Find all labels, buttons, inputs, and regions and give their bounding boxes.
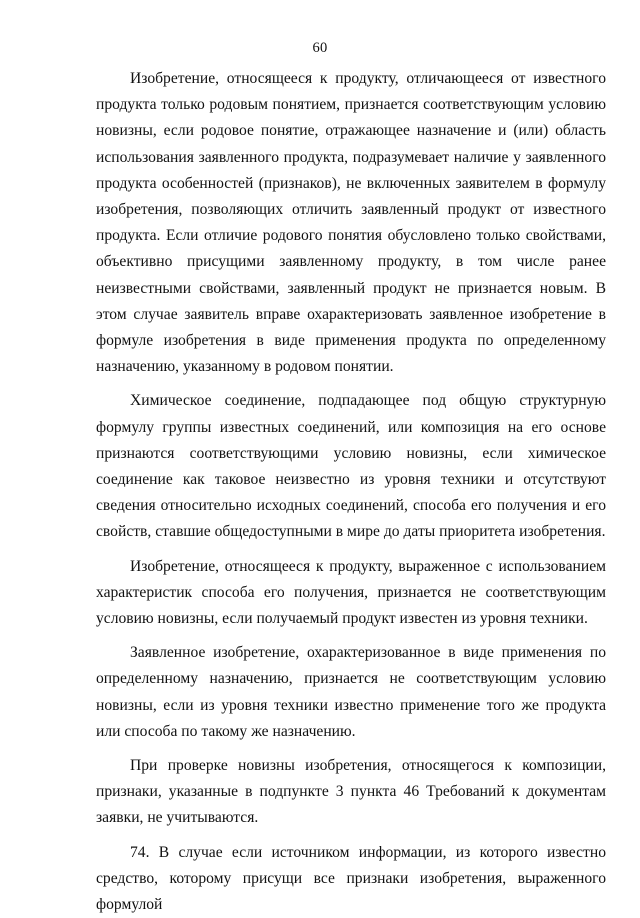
paragraph-use-claim: Заявленное изобретение, охарактеризованное в виде применения по определенному назначению, признается не соответствующим условию новизны, если из уровня техники известно применение того же продукта или способа по такому же назначению. — [96, 644, 606, 740]
paragraph-item-74: 74. В случае если источником информации, из которого известно средство, которому присущи все признаки изобретения, выраженного формулой — [96, 843, 606, 914]
paragraph-product-by-process: Изобретение, относящееся к продукту, выраженное с использованием характеристик способа его получения, признается не соответствующим условию новизны, если получаемый продукт известен из уровня техники. — [96, 557, 606, 628]
paragraph-composition-check: При проверке новизны изобретения, относящегося к композиции, признаки, указанные в подпункте 3 пункта 46 Требований к документам заявки, не учитываются. — [96, 757, 606, 827]
paragraph-chemical-compound: Химическое соединение, подпадающее под общую структурную формулу группы известных соединений, или композиция на его основе признаются соответствующими условию новизны, если химическое соединение как таковое неизвестно из уровня техники и отсутствуют сведения относительно исходных соединений, способа его получения и его свойств, ставшие общедоступными в мире до даты приоритета изобретения. — [96, 392, 606, 541]
paragraph-generic-concept: Изобретение, относящееся к продукту, отличающееся от известного продукта только родовым понятием, признается соответствующим условию новизны, если родовое понятие, отражающее назначение и (или) область использования заявленного продукта, подразумевает наличие у заявленного продукта особенностей (признаков), не включенных заявителем в формулу изобретения, позволяющих отличить заявленный продукт от известного продукта. Если отличие родового понятия обусловлено только свойствами, объективно присущими заявленному продукту, в том числе ранее неизвестными свойствами, заявленный продукт не признается новым. В этом случае заявитель вправе охарактеризовать заявленное изобретение в формуле изобретения в виде применения продукта по определенному назначению, указанному в родовом понятии. — [96, 70, 606, 376]
page-body — [96, 66, 606, 918]
page-number: 60 — [312, 40, 328, 56]
